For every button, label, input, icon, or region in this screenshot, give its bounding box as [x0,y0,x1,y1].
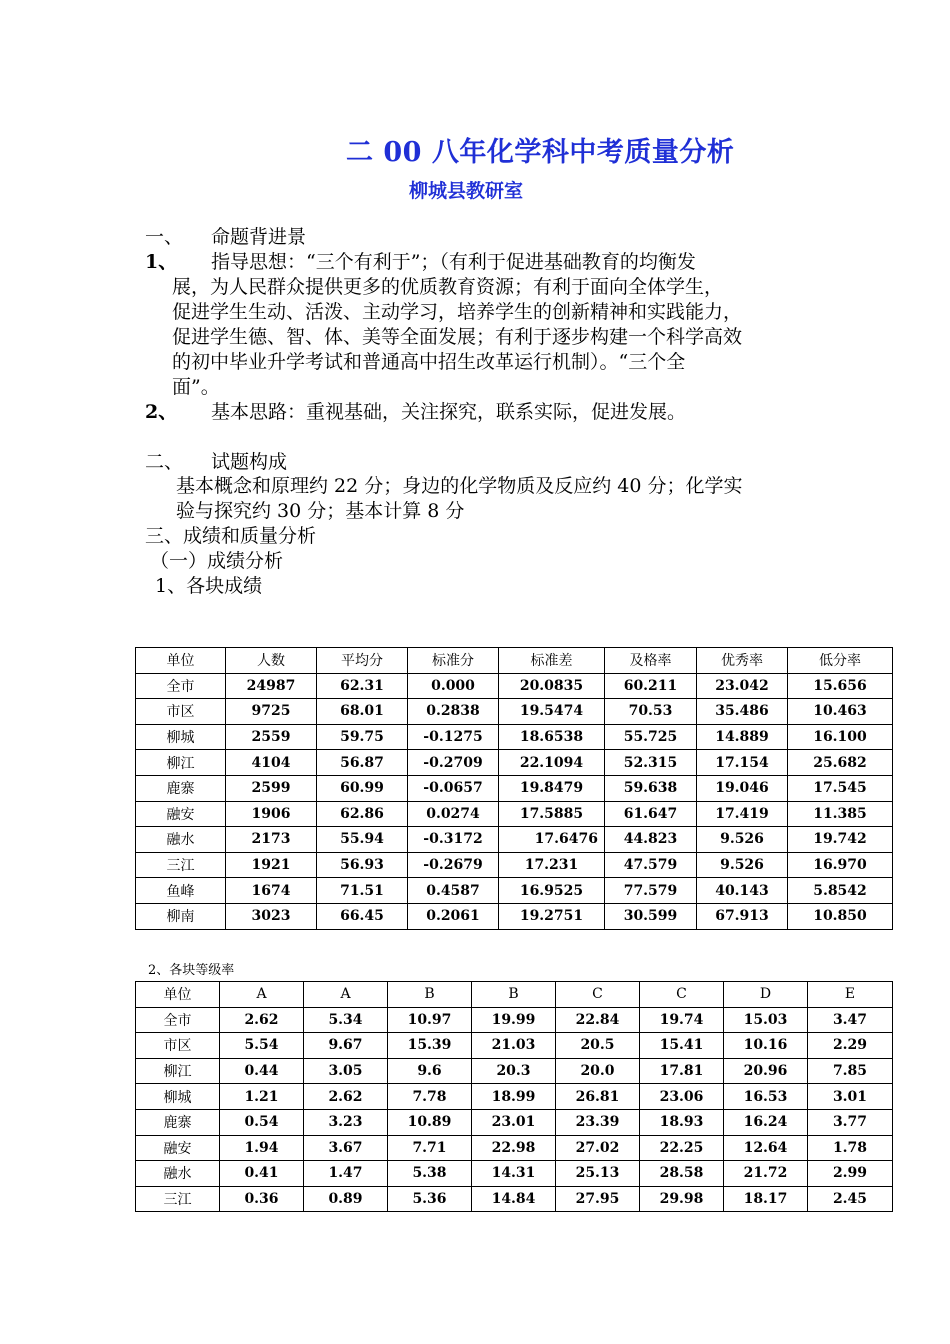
paragraph-line: 的初中毕业升学考试和普通高中招生改革运行机制）。“三个全 [172,351,686,373]
table-row [136,1058,893,1084]
value-cell: 2.62 [220,1007,304,1033]
value-cell: -0.2679 [408,852,499,878]
row-label-cell: 全市 [136,673,226,699]
value-cell: 25.682 [788,750,893,776]
value-cell: 27.95 [556,1186,640,1212]
value-cell: 9725 [226,699,317,725]
table-row [136,750,893,776]
value-cell: 10.850 [788,903,893,929]
author-line: 柳城县教研室 [409,180,524,202]
value-cell: 30.599 [605,903,697,929]
value-cell: 5.8542 [788,878,893,904]
value-cell: 3023 [226,903,317,929]
table-row [136,827,893,853]
value-cell: 60.99 [317,775,408,801]
value-cell: 55.94 [317,827,408,853]
row-label-cell: 柳南 [136,903,226,929]
header-cell: 标准差 [499,648,605,674]
value-cell: 59.638 [605,775,697,801]
value-cell: 17.545 [788,775,893,801]
value-cell: 5.34 [304,1007,388,1033]
value-cell: 0.89 [304,1186,388,1212]
value-cell: 17.154 [697,750,788,776]
section-number: 一、 [145,226,184,248]
value-cell: 16.53 [724,1084,808,1110]
table-row [136,1007,893,1033]
table-row [136,1033,893,1059]
table-row [136,1084,893,1110]
value-cell: 5.54 [220,1033,304,1059]
item-number: 1、 [145,251,178,273]
header-cell: C [640,982,724,1008]
table-row [136,775,893,801]
row-label-cell: 鱼峰 [136,878,226,904]
value-cell: 1.94 [220,1135,304,1161]
item-heading: 1、各块成绩 [155,575,263,597]
value-cell: 16.970 [788,852,893,878]
value-cell: 21.03 [472,1033,556,1059]
item-number: 2、 [145,401,178,423]
value-cell: 16.9525 [499,878,605,904]
section-2-heading [145,450,287,475]
value-cell: 21.72 [724,1161,808,1187]
value-cell: 17.81 [640,1058,724,1084]
row-label-cell: 市区 [136,1033,220,1059]
value-cell: 67.913 [697,903,788,929]
value-cell: 2.99 [808,1161,893,1187]
value-cell: 20.0835 [499,673,605,699]
value-cell: 9.526 [697,852,788,878]
header-cell: B [472,982,556,1008]
value-cell: 19.2751 [499,903,605,929]
header-cell: 标准分 [408,648,499,674]
table-2-caption: 2、各块等级率 [148,963,235,978]
value-cell: 0.0274 [408,801,499,827]
paragraph-line: 验与探究约 30 分；基本计算 8 分 [176,500,465,522]
value-cell: 3.67 [304,1135,388,1161]
value-cell: 3.47 [808,1007,893,1033]
value-cell: 10.463 [788,699,893,725]
value-cell: -0.1275 [408,724,499,750]
value-cell: 12.64 [724,1135,808,1161]
value-cell: 14.31 [472,1161,556,1187]
value-cell: 19.99 [472,1007,556,1033]
value-cell: 25.13 [556,1161,640,1187]
value-cell: 2.45 [808,1186,893,1212]
value-cell: 20.96 [724,1058,808,1084]
section-title: 命题背进景 [211,226,307,248]
value-cell: 2.62 [304,1084,388,1110]
value-cell: 14.84 [472,1186,556,1212]
value-cell: 1.21 [220,1084,304,1110]
value-cell: 7.71 [388,1135,472,1161]
value-cell: 56.87 [317,750,408,776]
value-cell: 3.01 [808,1084,893,1110]
value-cell: 0.41 [220,1161,304,1187]
value-cell: 0.54 [220,1109,304,1135]
row-label-cell: 市区 [136,699,226,725]
value-cell: 1921 [226,852,317,878]
value-cell: 19.5474 [499,699,605,725]
value-cell: 17.419 [697,801,788,827]
value-cell: 10.97 [388,1007,472,1033]
value-cell: 35.486 [697,699,788,725]
section-title: 试题构成 [211,451,288,473]
paragraph-line: 指导思想：“三个有利于”；（有利于促进基础教育的均衡发 [211,251,696,273]
value-cell: 23.01 [472,1109,556,1135]
value-cell: 22.25 [640,1135,724,1161]
value-cell: 18.17 [724,1186,808,1212]
header-cell: 平均分 [317,648,408,674]
grade-rate-table [135,981,893,1212]
value-cell: 19.74 [640,1007,724,1033]
row-label-cell: 柳城 [136,724,226,750]
value-cell: 0.2061 [408,903,499,929]
table-row [136,1135,893,1161]
value-cell: 9.67 [304,1033,388,1059]
row-label-cell: 柳江 [136,750,226,776]
value-cell: 18.99 [472,1084,556,1110]
header-cell: 单位 [136,982,220,1008]
value-cell: 2559 [226,724,317,750]
value-cell: -0.2709 [408,750,499,776]
value-cell: 0.36 [220,1186,304,1212]
value-cell: 9.6 [388,1058,472,1084]
value-cell: 0.2838 [408,699,499,725]
value-cell: 56.93 [317,852,408,878]
value-cell: 71.51 [317,878,408,904]
value-cell: 15.03 [724,1007,808,1033]
table-row [136,903,893,929]
table-row [136,673,893,699]
header-cell: 及格率 [605,648,697,674]
value-cell: 62.31 [317,673,408,699]
value-cell: 23.39 [556,1109,640,1135]
table-row [136,1186,893,1212]
value-cell: 10.89 [388,1109,472,1135]
table-row [136,801,893,827]
value-cell: 27.02 [556,1135,640,1161]
scores-table [135,647,893,930]
value-cell: 4104 [226,750,317,776]
paragraph-1-first-line [145,250,696,275]
paragraph-line: 基本思路：重视基础，关注探究，联系实际，促进发展。 [211,401,687,423]
value-cell: 2.29 [808,1033,893,1059]
table-row [136,1161,893,1187]
row-label-cell: 融水 [136,1161,220,1187]
row-label-cell: 融安 [136,801,226,827]
value-cell: 66.45 [317,903,408,929]
value-cell: 3.23 [304,1109,388,1135]
value-cell: 1.78 [808,1135,893,1161]
value-cell: 17.5885 [499,801,605,827]
header-cell: 单位 [136,648,226,674]
paragraph-line: 基本概念和原理约 22 分；身边的化学物质及反应约 40 分；化学实 [176,475,743,497]
paragraph-2 [145,400,686,425]
value-cell: 55.725 [605,724,697,750]
header-row [136,982,893,1008]
row-label-cell: 融安 [136,1135,220,1161]
row-label-cell: 柳城 [136,1084,220,1110]
row-label-cell: 三江 [136,1186,220,1212]
value-cell: 22.1094 [499,750,605,776]
value-cell: 20.3 [472,1058,556,1084]
value-cell: 47.579 [605,852,697,878]
header-cell: E [808,982,893,1008]
header-cell: 优秀率 [697,648,788,674]
value-cell: -0.0657 [408,775,499,801]
value-cell: 14.889 [697,724,788,750]
value-cell: 5.38 [388,1161,472,1187]
value-cell: 3.05 [304,1058,388,1084]
value-cell: 60.211 [605,673,697,699]
table-row [136,1109,893,1135]
value-cell: 61.647 [605,801,697,827]
value-cell: 77.579 [605,878,697,904]
value-cell: 5.36 [388,1186,472,1212]
row-label-cell: 三江 [136,852,226,878]
table-row [136,699,893,725]
row-label-cell: 鹿寨 [136,1109,220,1135]
value-cell: 40.143 [697,878,788,904]
page-title: 二 00 八年化学科中考质量分析 [346,137,735,168]
value-cell: 22.84 [556,1007,640,1033]
value-cell: 16.100 [788,724,893,750]
table-row [136,852,893,878]
value-cell: 70.53 [605,699,697,725]
subsection-heading: （一）成绩分析 [150,550,284,572]
paragraph-line: 面”。 [172,376,220,398]
paragraph-line: 促进学生生动、活泼、主动学习，培养学生的创新精神和实践能力， [172,301,743,323]
value-cell: 68.01 [317,699,408,725]
row-label-cell: 全市 [136,1007,220,1033]
value-cell: 23.06 [640,1084,724,1110]
value-cell: 2173 [226,827,317,853]
value-cell: 1674 [226,878,317,904]
value-cell: 15.39 [388,1033,472,1059]
value-cell: 28.58 [640,1161,724,1187]
header-cell: D [724,982,808,1008]
value-cell: 26.81 [556,1084,640,1110]
table-row [136,724,893,750]
value-cell: 17.6476 [499,827,605,853]
header-cell: C [556,982,640,1008]
value-cell: 24987 [226,673,317,699]
value-cell: 18.93 [640,1109,724,1135]
value-cell: 20.5 [556,1033,640,1059]
value-cell: 0.4587 [408,878,499,904]
value-cell: 52.315 [605,750,697,776]
value-cell: -0.3172 [408,827,499,853]
paragraph-line: 促进学生德、智、体、美等全面发展；有利于逐步构建一个科学高效 [172,326,743,348]
value-cell: 9.526 [697,827,788,853]
row-label-cell: 鹿寨 [136,775,226,801]
value-cell: 19.8479 [499,775,605,801]
value-cell: 7.78 [388,1084,472,1110]
value-cell: 1906 [226,801,317,827]
table-row [136,878,893,904]
value-cell: 0.000 [408,673,499,699]
value-cell: 18.6538 [499,724,605,750]
row-label-cell: 融水 [136,827,226,853]
row-label-cell: 柳江 [136,1058,220,1084]
section-number: 二、 [145,451,184,473]
value-cell: 7.85 [808,1058,893,1084]
header-cell: 人数 [226,648,317,674]
paragraph-line: 展，为人民群众提供更多的优质教育资源；有利于面向全体学生， [172,276,724,298]
section-1-heading [145,225,306,250]
value-cell: 2599 [226,775,317,801]
value-cell: 44.823 [605,827,697,853]
value-cell: 15.656 [788,673,893,699]
value-cell: 19.046 [697,775,788,801]
value-cell: 1.47 [304,1161,388,1187]
value-cell: 0.44 [220,1058,304,1084]
value-cell: 62.86 [317,801,408,827]
value-cell: 11.385 [788,801,893,827]
value-cell: 10.16 [724,1033,808,1059]
value-cell: 19.742 [788,827,893,853]
value-cell: 59.75 [317,724,408,750]
header-cell: A [304,982,388,1008]
header-cell: 低分率 [788,648,893,674]
value-cell: 17.231 [499,852,605,878]
header-cell: B [388,982,472,1008]
header-cell: A [220,982,304,1008]
value-cell: 16.24 [724,1109,808,1135]
value-cell: 3.77 [808,1109,893,1135]
value-cell: 20.0 [556,1058,640,1084]
header-row [136,648,893,674]
value-cell: 22.98 [472,1135,556,1161]
section-3-heading: 三、成绩和质量分析 [145,525,317,547]
value-cell: 23.042 [697,673,788,699]
value-cell: 29.98 [640,1186,724,1212]
value-cell: 15.41 [640,1033,724,1059]
